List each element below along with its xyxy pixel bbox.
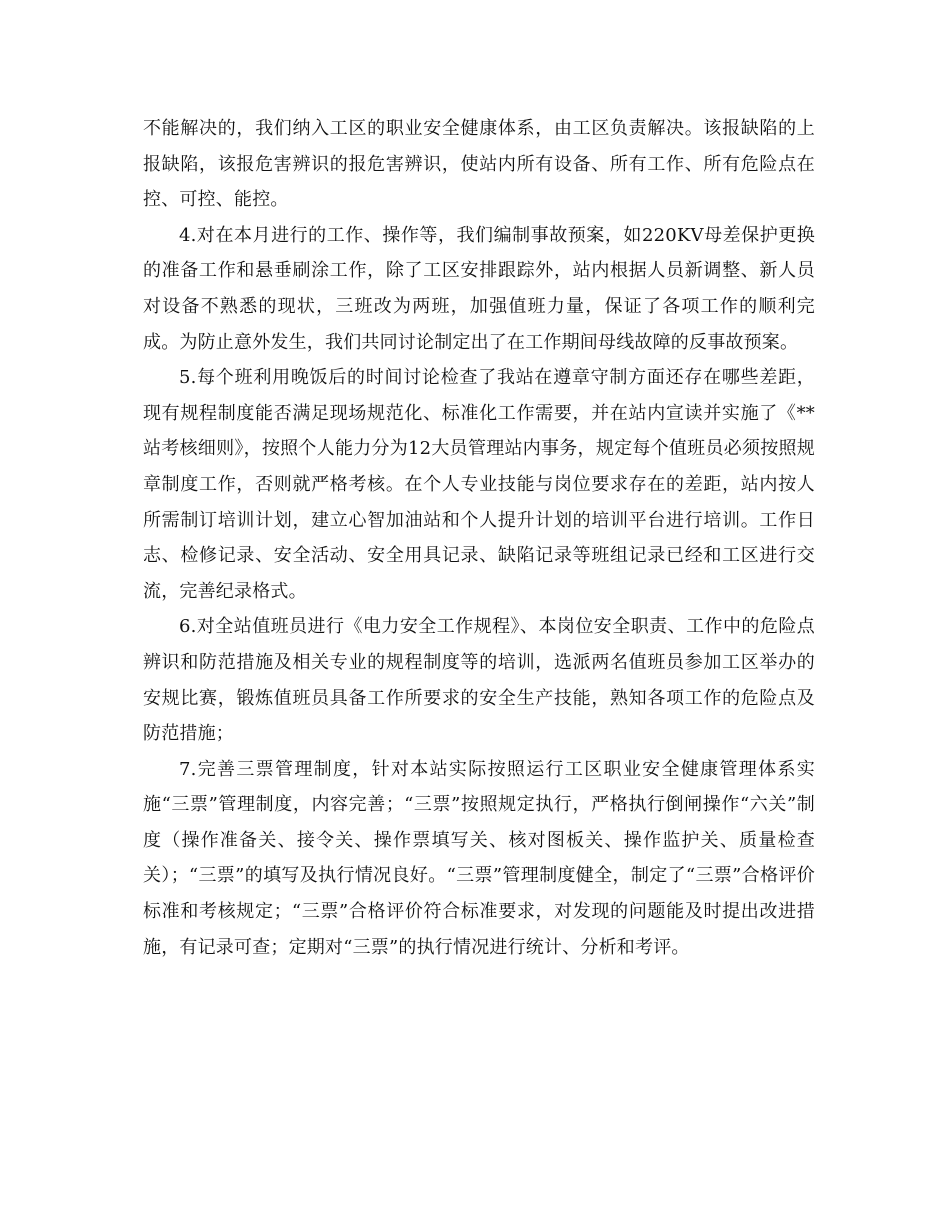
paragraph-item-7: 7.完善三票管理制度，针对本站实际按照运行工区职业安全健康管理体系实施“三票”管理制度，内容完善；“三票”按照规定执行，严格执行倒闸操作“六关”制度（操作准备关、接令关、操作票填写关、核对图板关、操作监护关、质量检查关）；“三票”的填写及执行情况良好。“三票”管理制度健全，制定了“三票”合格评价标准和考核规定；“三票”合格评价符合标准要求，对发现的问题能及时提出改进措施，有记录可查；定期对“三票”的执行情况进行统计、分析和考评。 xyxy=(143,758,815,958)
paragraph-item-5: 5.每个班利用晚饭后的时间讨论检查了我站在遵章守制方面还存在哪些差距，现有规程制度能否满足现场规范化、标准化工作需要，并在站内宣读并实施了《**站考核细则》，按照个人能力分为12大员管理站内事务，规定每个值班员必须按照规章制度工作，否则就严格考核。在个人专业技能与岗位要求存在的差距，站内按人所需制订培训计划，建立心智加油站和个人提升计划的培训平台进行培训。工作日志、检修记录、安全活动、安全用具记录、缺陷记录等班组记录已经和工区进行交流，完善纪录格式。 xyxy=(143,367,815,602)
paragraph-item-6: 6.对全站值班员进行《电力安全工作规程》、本岗位安全职责、工作中的危险点辨识和防范措施及相关专业的规程制度等的培训，选派两名值班员参加工区举办的安规比赛，锻炼值班员具备工作所要求的安全生产技能，熟知各项工作的危险点及防范措施； xyxy=(143,616,815,745)
document-body xyxy=(143,111,815,965)
paragraph-continuation: 不能解决的，我们纳入工区的职业安全健康体系，由工区负责解决。该报缺陷的上报缺陷，该报危害辨识的报危害辨识，使站内所有设备、所有工作、所有危险点在控、可控、能控。 xyxy=(143,118,815,211)
paragraph-item-4: 4.对在本月进行的工作、操作等，我们编制事故预案，如220KV母差保护更换的准备工作和悬垂刷涂工作，除了工区安排跟踪外，站内根据人员新调整、新人员对设备不熟悉的现状，三班改为两班，加强值班力量，保证了各项工作的顺利完成。为防止意外发生，我们共同讨论制定出了在工作期间母线故障的反事故预案。 xyxy=(143,224,815,353)
